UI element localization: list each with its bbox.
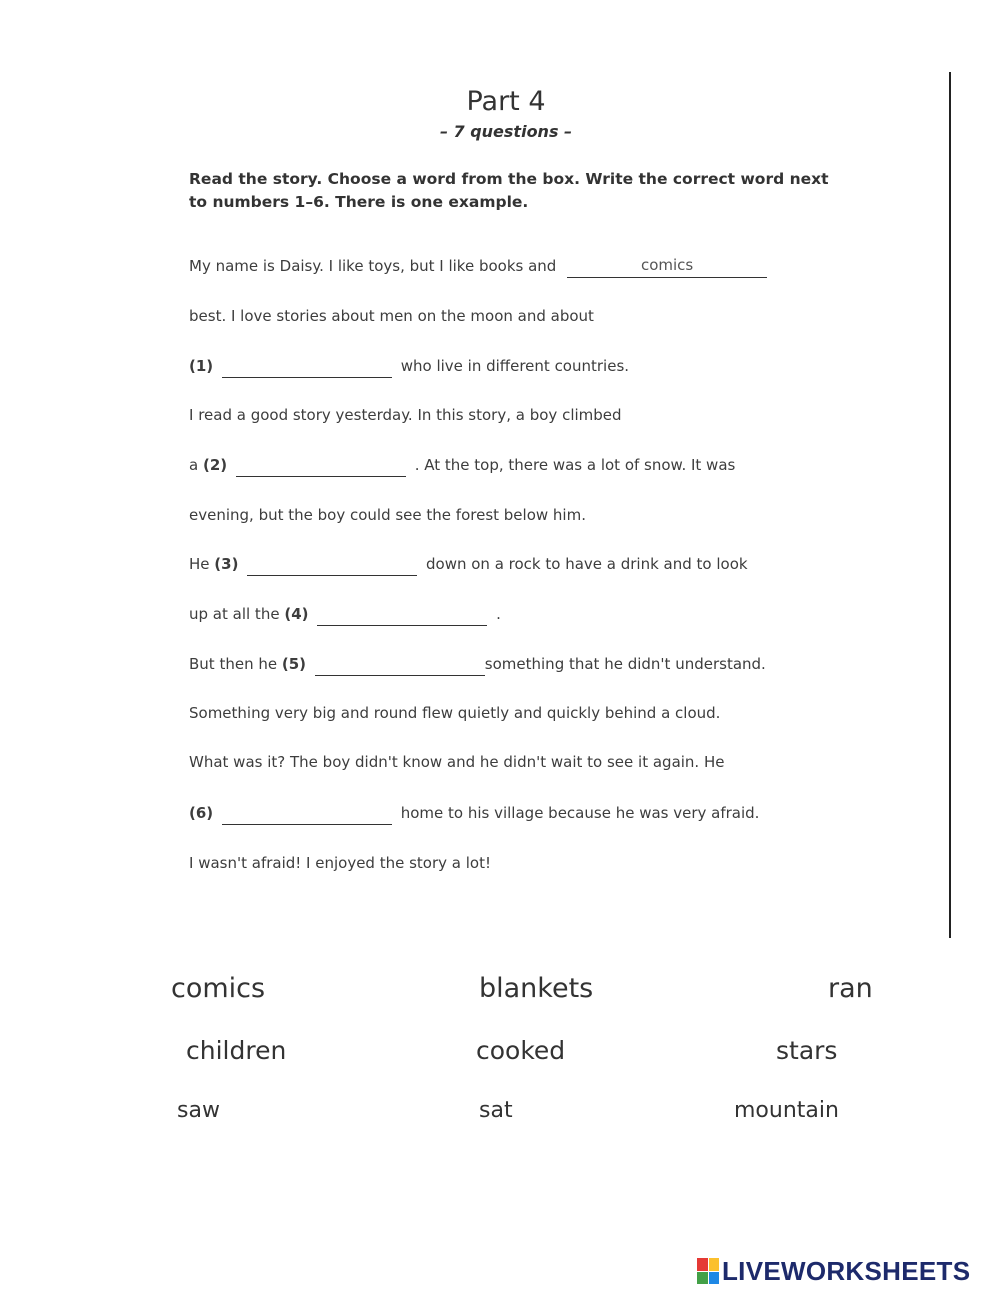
story-line-3 [189, 354, 629, 378]
story-text: What was it? The boy didn't know and he didn't wait to see it again. He [189, 753, 725, 771]
answer-input-3[interactable] [247, 555, 417, 575]
story-line-12 [189, 801, 759, 825]
story-line-4 [189, 403, 622, 427]
answer-input-6[interactable] [222, 804, 392, 824]
story-text: home to his village because he was very afraid. [400, 804, 760, 822]
story-line-2 [189, 304, 594, 328]
question-number-4: (4) [284, 605, 309, 623]
story-text: Something very big and round flew quietly and quickly behind a cloud. [189, 704, 721, 722]
question-number-1: (1) [189, 357, 214, 375]
story-text: My name is Daisy. I like toys, but I like books and [189, 257, 557, 275]
story-text: up at all the [189, 605, 280, 623]
story-line-10 [189, 701, 720, 725]
story-text: . [496, 605, 501, 623]
answer-blank-6[interactable] [222, 804, 392, 825]
story-line-5 [189, 453, 735, 477]
answer-input-2[interactable] [236, 456, 406, 476]
story-line-6 [189, 503, 586, 527]
story-text: a [189, 456, 199, 474]
story-text: He [189, 555, 210, 573]
page-title: Part 4 [466, 86, 546, 117]
word-box-item: comics [171, 973, 266, 1004]
story-text: But then he [189, 655, 278, 673]
question-number-6: (6) [189, 804, 214, 822]
story-text: down on a rock to have a drink and to look [426, 555, 748, 573]
story-line-9 [189, 652, 766, 676]
story-line-1 [189, 254, 767, 278]
logo-text: LIVEWORKSHEETS [722, 1255, 971, 1286]
question-number-5: (5) [281, 655, 307, 673]
answer-input-5[interactable] [315, 655, 485, 675]
word-box-item: ran [828, 973, 873, 1004]
answer-input-4[interactable] [317, 605, 487, 625]
answer-blank-5[interactable] [315, 655, 485, 676]
answer-input-1[interactable] [222, 357, 392, 377]
story-line-13 [189, 851, 491, 875]
story-text: who live in different countries. [400, 357, 630, 375]
story-line-11 [189, 750, 724, 774]
word-box-item: cooked [476, 1036, 566, 1065]
story-line-7 [189, 552, 748, 576]
story-text: I read a good story yesterday. In this story, a boy climbed [189, 406, 622, 424]
instructions: Read the story. Choose a word from the box. Write the correct word next to numbers 1–6. There is one example. [189, 170, 829, 211]
word-box-item: children [186, 1036, 287, 1065]
liveworksheets-logo [697, 1256, 970, 1286]
story-text: . At the top, there was a lot of snow. It was [414, 456, 736, 474]
question-number-3: (3) [214, 555, 239, 573]
example-answer: comics [640, 256, 694, 274]
story-text: I wasn't afraid! I enjoyed the story a lot! [189, 854, 491, 872]
word-box-item: sat [479, 1098, 513, 1123]
example-blank [567, 257, 767, 278]
margin-vertical-line [949, 72, 951, 938]
answer-blank-2[interactable] [236, 456, 406, 477]
word-box-item: blankets [479, 973, 594, 1004]
logo-mark-icon [697, 1258, 719, 1284]
answer-blank-4[interactable] [317, 605, 487, 626]
question-count: – 7 questions – [439, 122, 573, 141]
story-text: best. I love stories about men on the moon and about [189, 307, 594, 325]
question-number-2: (2) [202, 456, 228, 474]
answer-blank-3[interactable] [247, 555, 417, 576]
story-text: evening, but the boy could see the forest below him. [189, 506, 586, 524]
answer-blank-1[interactable] [222, 357, 392, 378]
story-line-8 [189, 602, 501, 626]
story-text: something that he didn't understand. [484, 655, 766, 673]
word-box-item: mountain [734, 1098, 839, 1123]
word-box-item: stars [776, 1036, 838, 1065]
word-box-item: saw [177, 1098, 220, 1123]
